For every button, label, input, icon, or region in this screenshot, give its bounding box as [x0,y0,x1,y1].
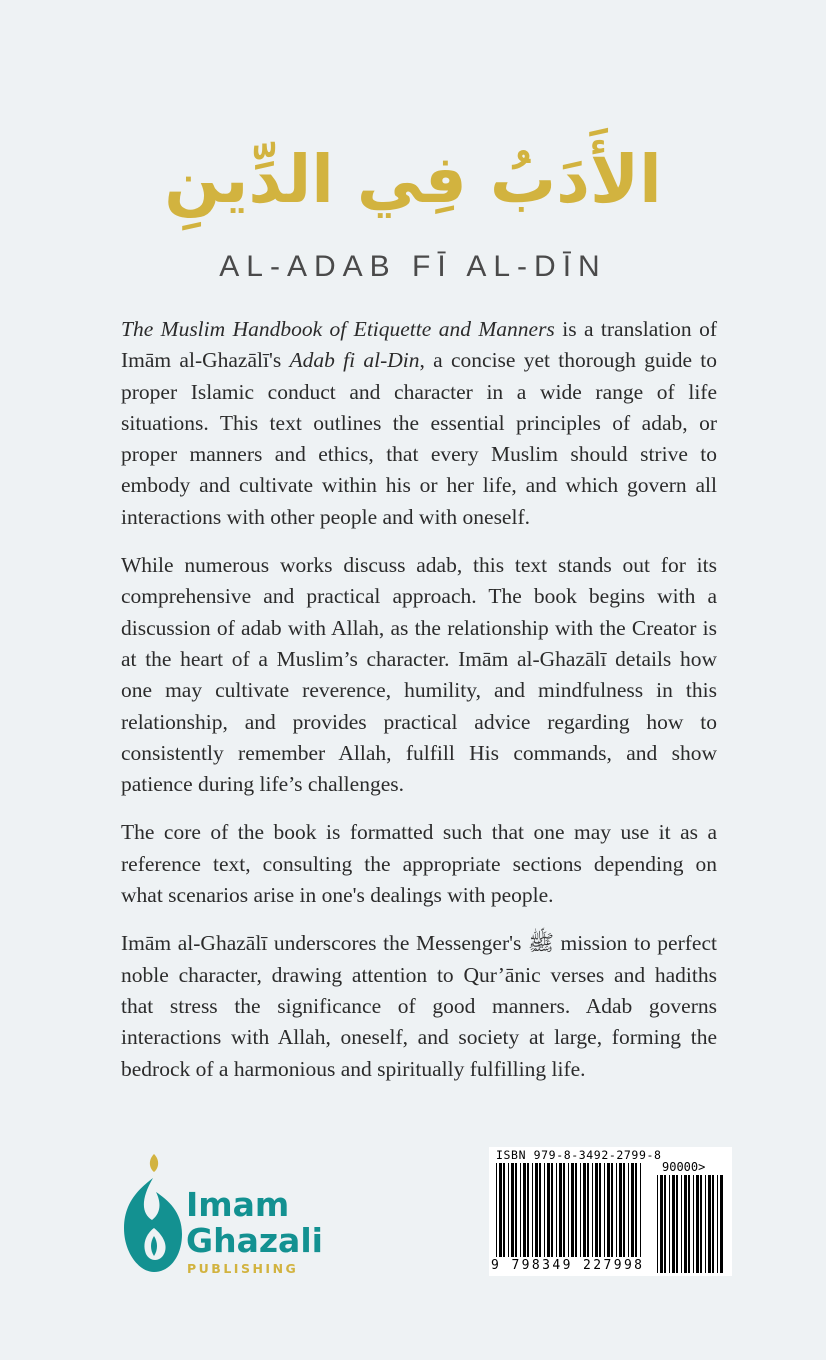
barcode-bar [556,1163,557,1257]
barcode-bar [628,1163,629,1257]
barcode-bar [664,1175,666,1273]
barcode-bar [660,1175,663,1273]
barcode-bar [539,1163,541,1257]
barcode-bar [515,1163,517,1257]
barcode-bar [571,1163,574,1257]
description-paragraph-2: While numerous works discuss adab, this text stands out for its comprehensive and practical approach. The book begins with a discussion of adab with Allah, as the relationship with the Creator is at the heart of a Muslim’s character. Imām al-Ghazālī details how one may cultivate reverence, humility, and mindfulness in this relationship, and provides practical advice regarding how to consistently remember Allah, fulfill His commands, and show patience during life’s challenges. [121,553,717,797]
price-addon-label: 90000> [662,1160,706,1174]
barcode-bar [631,1163,634,1257]
barcode-bar [595,1163,598,1257]
barcode-bar [527,1163,529,1257]
barcode-bar [607,1163,610,1257]
barcode-bar [575,1163,577,1257]
barcode-bar [688,1175,690,1273]
book-description [121,314,717,1102]
barcode-bar [520,1163,521,1257]
barcode-bar [676,1175,678,1273]
publisher-name-line2: Ghazali [186,1221,323,1260]
barcode-bar [523,1163,526,1257]
barcode-bar [708,1175,711,1273]
barcode-bar [508,1163,509,1257]
barcode-bar [720,1175,723,1273]
barcode-bar [511,1163,514,1257]
barcode-bar [700,1175,702,1273]
barcode-bar [669,1175,670,1273]
barcode-bar [599,1163,601,1257]
barcode-bars [496,1163,644,1257]
barcode-bar [635,1163,637,1257]
publisher-name-line3: PUBLISHING [187,1261,299,1276]
barcode-bar [499,1163,502,1257]
barcode-bar [580,1163,581,1257]
book-title-italic: Adab fi al-Din [289,348,420,373]
barcode-bar [640,1163,641,1257]
barcode-bar [696,1175,699,1273]
barcode-bar [587,1163,589,1257]
barcode-bar [532,1163,533,1257]
barcode-bar [551,1163,553,1257]
barcode-bar [563,1163,565,1257]
barcode-bar [544,1163,545,1257]
barcode-bar [693,1175,694,1273]
barcode-bar [604,1163,605,1257]
barcode-bar [535,1163,538,1257]
barcode-bar [717,1175,718,1273]
barcode-digits: 9 798349 227998 [491,1258,645,1273]
isbn-barcode [489,1147,732,1276]
barcode-bar [619,1163,622,1257]
barcode-bar [684,1175,687,1273]
barcode-bar [568,1163,569,1257]
barcode-bar [681,1175,682,1273]
barcode-bar [611,1163,613,1257]
publisher-name-line1: Imam [186,1185,290,1224]
arabic-title: الأَدَبُ فِي الدِّينِ [164,141,662,218]
flame-logo-icon [120,1150,184,1276]
barcode-bar [672,1175,675,1273]
description-paragraph-4: Imām al-Ghazālī underscores the Messenger's ﷺ mission to perfect noble character, drawing attention to Qur’ānic verses and hadiths that stress the significance of good manners. Adab governs interactions with Allah, oneself, and society at large, forming the bedrock of a harmonious and spiritually fulfilling life. [121,931,717,1081]
description-paragraph-3: The core of the book is formatted such that one may use it as a reference text, consulting the appropriate sections depending on what scenarios arise in one's dealings with people. [121,820,717,908]
barcode-bar [583,1163,586,1257]
p1-text-a: is a translation of Imām al-Ghazālī's [121,317,717,373]
barcode-bar [712,1175,714,1273]
p1-text-b: , a concise yet thorough guide to proper Islamic conduct and character in a wide range of life situations. This text outlines the essential principles of adab, or proper manners and ethics, that every Muslim should strive to embody and cultivate within his or her life, and which govern all interactions with other people and with oneself. [121,348,717,529]
barcode-bar [657,1175,658,1273]
barcode-bar [616,1163,617,1257]
barcode-bar [623,1163,625,1257]
barcode-bar [705,1175,706,1273]
barcode-bar [503,1163,505,1257]
description-paragraph-1 [121,314,717,533]
handbook-title-italic: The Muslim Handbook of Etiquette and Manners [121,317,555,341]
barcode-bar [559,1163,562,1257]
publisher-logo [120,1150,330,1280]
barcode-bar [592,1163,593,1257]
barcode-bar [496,1163,497,1257]
barcode-bar [547,1163,550,1257]
barcode-addon-bars [657,1175,723,1273]
isbn-label: ISBN 979-8-3492-2799-8 [496,1148,662,1162]
latin-title: AL-ADAB FĪ AL-DĪN [219,250,607,283]
